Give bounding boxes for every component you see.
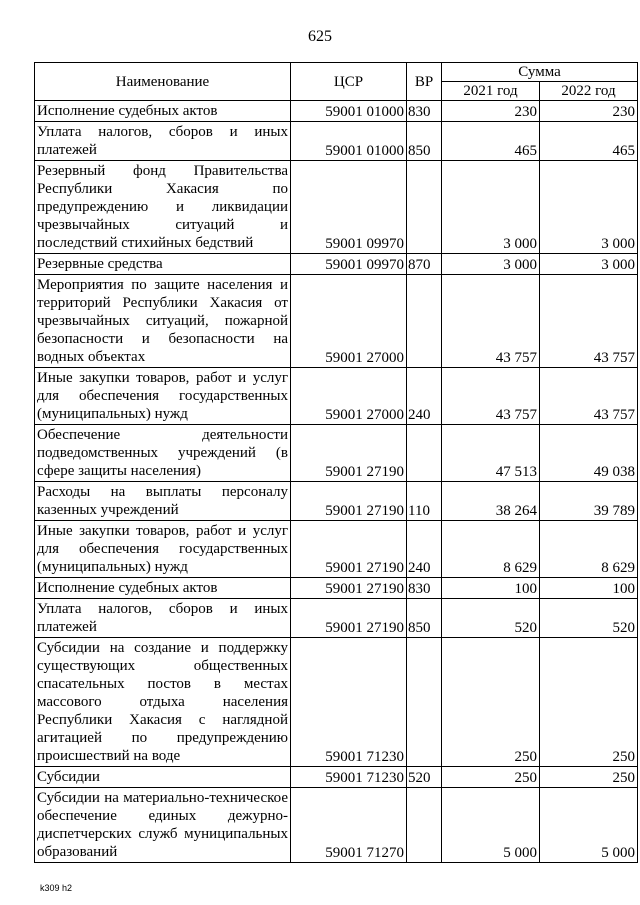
row-amount-2021: 43 757: [442, 368, 540, 425]
table-row: [35, 161, 638, 254]
table-row: [35, 521, 638, 578]
row-vr: 520: [407, 767, 442, 788]
row-csr: 59001 01000: [291, 101, 407, 122]
row-amount-2022: 250: [540, 767, 638, 788]
header-csr: ЦСР: [291, 63, 407, 101]
footer-code: k309 h2: [40, 883, 73, 893]
table-row: [35, 101, 638, 122]
header-vr: ВР: [407, 63, 442, 101]
row-amount-2021: 5 000: [442, 788, 540, 863]
row-amount-2022: 3 000: [540, 254, 638, 275]
row-amount-2022: 465: [540, 122, 638, 161]
row-name: Уплата налогов, сборов и иных платежей: [35, 122, 291, 161]
row-name: Субсидии: [35, 767, 291, 788]
row-vr: [407, 638, 442, 767]
row-name: Иные закупки товаров, работ и услуг для обеспечения государственных (муниципальных) нужд: [35, 521, 291, 578]
row-amount-2021: 520: [442, 599, 540, 638]
row-csr: 59001 27190: [291, 578, 407, 599]
row-vr: 830: [407, 578, 442, 599]
row-name: Резервные средства: [35, 254, 291, 275]
row-vr: 240: [407, 368, 442, 425]
table-row: [35, 638, 638, 767]
table-row: [35, 788, 638, 863]
table-row: [35, 254, 638, 275]
row-vr: [407, 275, 442, 368]
row-name: Обеспечение деятельности подведомственных учреждений (в сфере защиты населения): [35, 425, 291, 482]
row-csr: 59001 27190: [291, 482, 407, 521]
row-name: Исполнение судебных актов: [35, 101, 291, 122]
budget-table: [34, 62, 638, 863]
row-name: Субсидии на создание и поддержку существующих общественных спасательных постов в местах массового отдыха населения Республики Хакасия с наглядной агитацией по предупреждению происшествий на воде: [35, 638, 291, 767]
row-csr: 59001 27190: [291, 425, 407, 482]
row-vr: 870: [407, 254, 442, 275]
row-vr: [407, 425, 442, 482]
table-row: [35, 599, 638, 638]
row-vr: 240: [407, 521, 442, 578]
header-name: Наименование: [35, 63, 291, 101]
row-amount-2022: 230: [540, 101, 638, 122]
row-amount-2021: 3 000: [442, 161, 540, 254]
row-csr: 59001 71270: [291, 788, 407, 863]
row-vr: 830: [407, 101, 442, 122]
row-amount-2022: 43 757: [540, 368, 638, 425]
row-amount-2022: 5 000: [540, 788, 638, 863]
row-amount-2021: 8 629: [442, 521, 540, 578]
row-amount-2021: 230: [442, 101, 540, 122]
row-amount-2022: 250: [540, 638, 638, 767]
row-csr: 59001 09970: [291, 254, 407, 275]
row-amount-2021: 47 513: [442, 425, 540, 482]
row-name: Иные закупки товаров, работ и услуг для обеспечения государственных (муниципальных) нужд: [35, 368, 291, 425]
row-csr: 59001 71230: [291, 638, 407, 767]
row-amount-2022: 3 000: [540, 161, 638, 254]
row-amount-2022: 8 629: [540, 521, 638, 578]
header-year-2021: 2021 год: [442, 82, 540, 101]
row-amount-2022: 43 757: [540, 275, 638, 368]
row-vr: [407, 788, 442, 863]
row-amount-2021: 38 264: [442, 482, 540, 521]
table-row: [35, 578, 638, 599]
row-amount-2021: 465: [442, 122, 540, 161]
table-row: [35, 275, 638, 368]
row-csr: 59001 71230: [291, 767, 407, 788]
row-name: Исполнение судебных актов: [35, 578, 291, 599]
page-number: 625: [308, 28, 332, 45]
row-csr: 59001 27000: [291, 275, 407, 368]
row-amount-2021: 43 757: [442, 275, 540, 368]
row-csr: 59001 09970: [291, 161, 407, 254]
table-row: [35, 767, 638, 788]
row-name: Расходы на выплаты персоналу казенных учреждений: [35, 482, 291, 521]
row-amount-2021: 250: [442, 638, 540, 767]
row-amount-2021: 100: [442, 578, 540, 599]
row-vr: [407, 161, 442, 254]
table-row: [35, 482, 638, 521]
table-row: [35, 368, 638, 425]
row-csr: 59001 01000: [291, 122, 407, 161]
row-amount-2022: 49 038: [540, 425, 638, 482]
row-csr: 59001 27000: [291, 368, 407, 425]
row-vr: 110: [407, 482, 442, 521]
row-name: Мероприятия по защите населения и территорий Республики Хакасия от чрезвычайных ситуаций, пожарной безопасности и безопасности на водных объектах: [35, 275, 291, 368]
row-amount-2022: 100: [540, 578, 638, 599]
row-vr: 850: [407, 122, 442, 161]
row-vr: 850: [407, 599, 442, 638]
row-name: Уплата налогов, сборов и иных платежей: [35, 599, 291, 638]
header-sum: Сумма: [442, 63, 638, 82]
table-row: [35, 122, 638, 161]
row-name: Субсидии на материально-техническое обеспечение единых дежурно-диспетчерских служб муниципальных образований: [35, 788, 291, 863]
row-csr: 59001 27190: [291, 599, 407, 638]
row-name: Резервный фонд Правительства Республики Хакасия по предупреждению и ликвидации чрезвычайных ситуаций и последствий стихийных бедствий: [35, 161, 291, 254]
row-csr: 59001 27190: [291, 521, 407, 578]
row-amount-2021: 3 000: [442, 254, 540, 275]
row-amount-2021: 250: [442, 767, 540, 788]
table-row: [35, 425, 638, 482]
table-body: [35, 101, 638, 863]
header-year-2022: 2022 год: [540, 82, 638, 101]
row-amount-2022: 520: [540, 599, 638, 638]
row-amount-2022: 39 789: [540, 482, 638, 521]
